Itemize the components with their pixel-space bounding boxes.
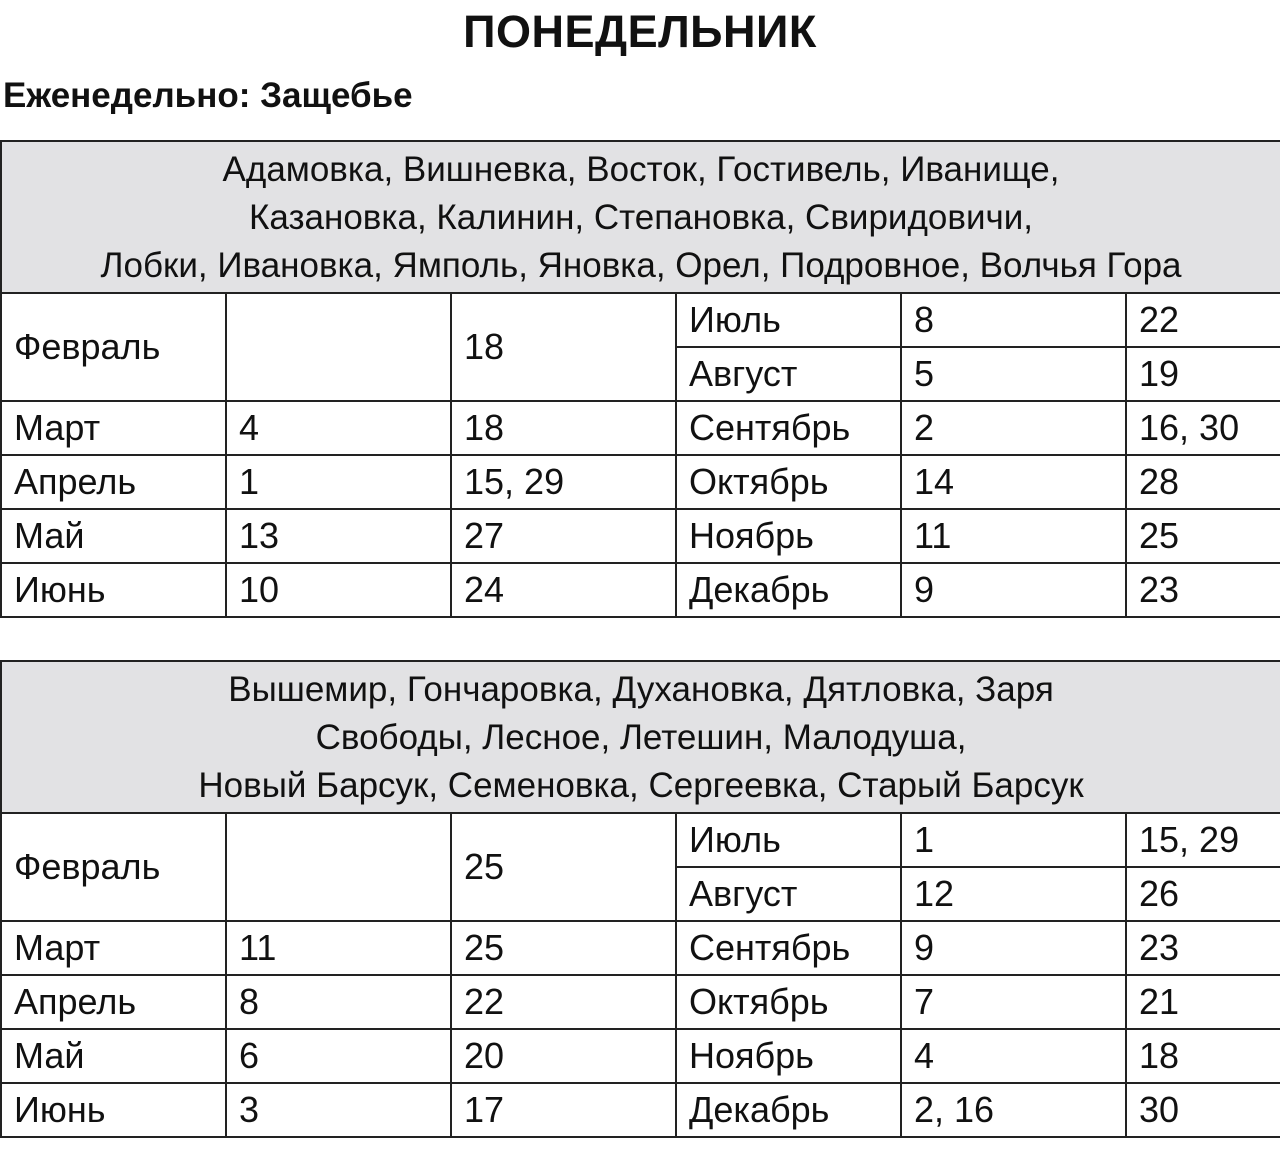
date-cell: 15, 29: [1126, 813, 1280, 867]
date-cell: 7: [901, 975, 1126, 1029]
date-cell: 1: [226, 455, 451, 509]
villages-header: [1, 661, 1280, 813]
month-cell: Сентябрь: [676, 401, 901, 455]
table-row: [1, 509, 1280, 563]
month-cell: Октябрь: [676, 975, 901, 1029]
month-cell: Март: [1, 401, 226, 455]
month-cell: Февраль: [1, 293, 226, 401]
month-cell: Ноябрь: [676, 509, 901, 563]
date-cell: 6: [226, 1029, 451, 1083]
table-header-row: [1, 661, 1280, 813]
schedule-table-2: [0, 660, 1280, 1138]
date-cell: 15, 29: [451, 455, 676, 509]
date-cell: 21: [1126, 975, 1280, 1029]
date-cell: 25: [451, 921, 676, 975]
date-cell: 27: [451, 509, 676, 563]
table-header-row: [1, 141, 1280, 293]
date-cell: 2: [901, 401, 1126, 455]
table-row: [1, 1083, 1280, 1137]
month-cell: Февраль: [1, 813, 226, 921]
table-row: [1, 401, 1280, 455]
villages-header: [1, 141, 1280, 293]
villages-line: Казановка, Калинин, Степановка, Свиридовичи,: [249, 198, 1034, 237]
villages-line: Свободы, Лесное, Летешин, Малодуша,: [315, 718, 967, 757]
date-cell: 5: [901, 347, 1126, 401]
table-row: [1, 1029, 1280, 1083]
villages-line: Лобки, Ивановка, Ямполь, Яновка, Орел, Подровное, Волчья Гора: [100, 246, 1182, 285]
date-cell: 11: [226, 921, 451, 975]
month-cell: Ноябрь: [676, 1029, 901, 1083]
month-cell: Декабрь: [676, 1083, 901, 1137]
date-cell: [226, 813, 451, 921]
month-cell: Апрель: [1, 975, 226, 1029]
date-cell: 9: [901, 921, 1126, 975]
date-cell: 28: [1126, 455, 1280, 509]
date-cell: 10: [226, 563, 451, 617]
date-cell: 16, 30: [1126, 401, 1280, 455]
month-cell: Май: [1, 509, 226, 563]
date-cell: 17: [451, 1083, 676, 1137]
table-row: [1, 293, 1280, 347]
month-cell: Июль: [676, 293, 901, 347]
villages-line: Вышемир, Гончаровка, Духановка, Дятловка, Заря: [228, 670, 1054, 709]
date-cell: 26: [1126, 867, 1280, 921]
month-cell: Июнь: [1, 1083, 226, 1137]
subtitle: Еженедельно: Защебье: [3, 76, 413, 115]
date-cell: 3: [226, 1083, 451, 1137]
date-cell: 20: [451, 1029, 676, 1083]
villages-line: Новый Барсук, Семеновка, Сергеевка, Старый Барсук: [198, 766, 1084, 805]
date-cell: 8: [901, 293, 1126, 347]
month-cell: Июль: [676, 813, 901, 867]
month-cell: Август: [676, 347, 901, 401]
month-cell: Июнь: [1, 563, 226, 617]
date-cell: 19: [1126, 347, 1280, 401]
date-cell: 22: [1126, 293, 1280, 347]
date-cell: 23: [1126, 563, 1280, 617]
date-cell: 30: [1126, 1083, 1280, 1137]
table-row: [1, 563, 1280, 617]
month-cell: Август: [676, 867, 901, 921]
villages-line: Адамовка, Вишневка, Восток, Гостивель, Иванище,: [222, 150, 1060, 189]
date-cell: 24: [451, 563, 676, 617]
month-cell: Март: [1, 921, 226, 975]
schedule-table-1: [0, 140, 1280, 618]
date-cell: 18: [451, 401, 676, 455]
date-cell: 23: [1126, 921, 1280, 975]
month-cell: Октябрь: [676, 455, 901, 509]
date-cell: 13: [226, 509, 451, 563]
date-cell: 4: [226, 401, 451, 455]
date-cell: 2, 16: [901, 1083, 1126, 1137]
month-cell: Май: [1, 1029, 226, 1083]
table-row: [1, 813, 1280, 867]
month-cell: Апрель: [1, 455, 226, 509]
date-cell: 9: [901, 563, 1126, 617]
date-cell: 11: [901, 509, 1126, 563]
month-cell: Сентябрь: [676, 921, 901, 975]
table-row: [1, 921, 1280, 975]
date-cell: 1: [901, 813, 1126, 867]
date-cell: 22: [451, 975, 676, 1029]
date-cell: 8: [226, 975, 451, 1029]
date-cell: [226, 293, 451, 401]
date-cell: 25: [1126, 509, 1280, 563]
month-cell: Декабрь: [676, 563, 901, 617]
date-cell: 18: [1126, 1029, 1280, 1083]
page-title: ПОНЕДЕЛЬНИК: [463, 6, 817, 57]
date-cell: 12: [901, 867, 1126, 921]
date-cell: 18: [451, 293, 676, 401]
table-row: [1, 975, 1280, 1029]
table-row: [1, 455, 1280, 509]
date-cell: 14: [901, 455, 1126, 509]
date-cell: 25: [451, 813, 676, 921]
date-cell: 4: [901, 1029, 1126, 1083]
